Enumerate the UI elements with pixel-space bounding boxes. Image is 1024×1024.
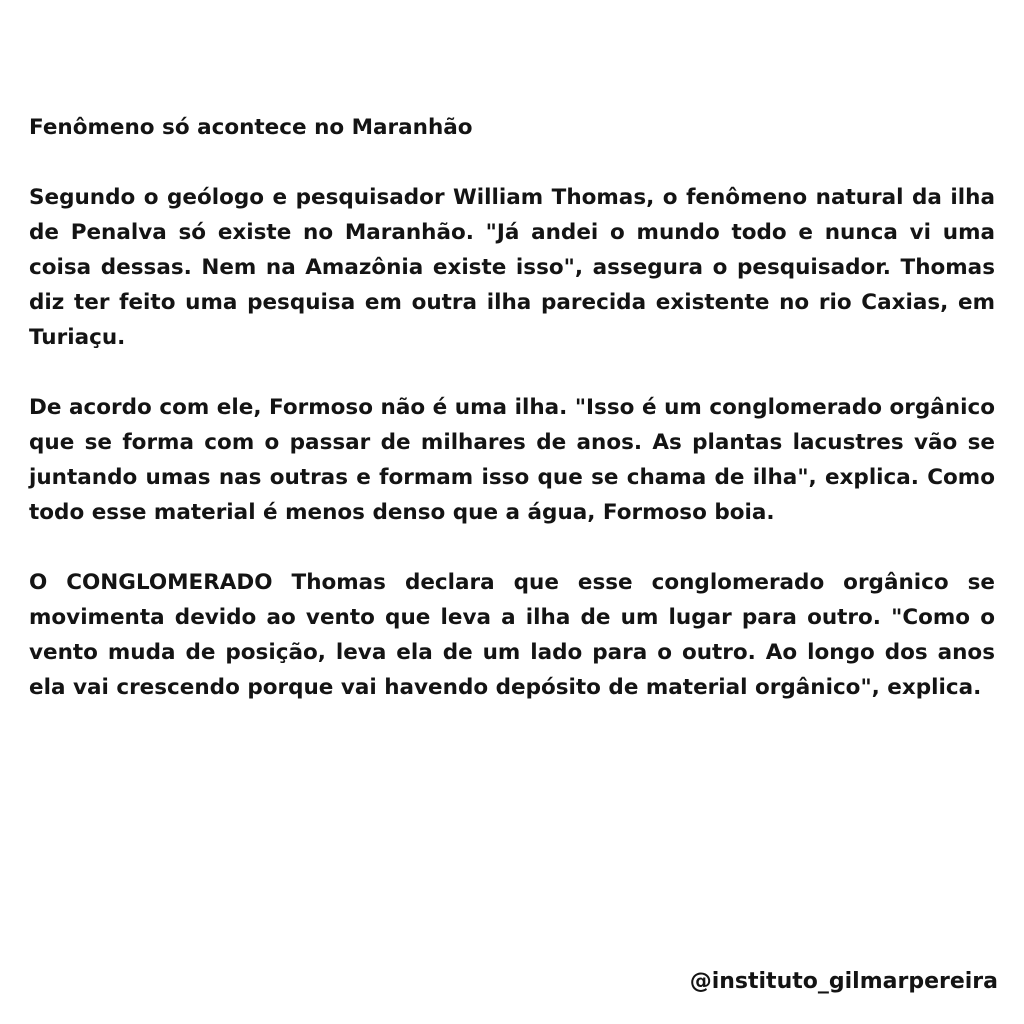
article-heading: Fenômeno só acontece no Maranhão [29,115,473,140]
article-paragraph-2: De acordo com ele, Formoso não é uma ilha. "Isso é um conglomerado orgânico que se forma com o passar de milhares de anos. As plantas lacustres vão se juntando umas nas outras e formam isso que se chama de ilha", explica. Como todo esse material é menos denso que a água, Formoso boia. [29,395,995,525]
instagram-handle: @instituto_gilmarpereira [689,969,998,994]
article-paragraph-3: O CONGLOMERADO Thomas declara que esse conglomerado orgânico se movimenta devido ao vento que leva a ilha de um lugar para outro. "Como o vento muda de posição, leva ela de um lado para o outro. Ao longo dos anos ela vai crescendo porque vai havendo depósito de material orgânico", explica. [29,570,995,700]
article-body [29,110,995,740]
article-paragraph-1: Segundo o geólogo e pesquisador William Thomas, o fenômeno natural da ilha de Penalva só existe no Maranhão. "Já andei o mundo todo e nunca vi uma coisa dessas. Nem na Amazônia existe isso", assegura o pesquisador. Thomas diz ter feito uma pesquisa em outra ilha parecida existente no rio Caxias, em Turiaçu. [29,185,995,350]
